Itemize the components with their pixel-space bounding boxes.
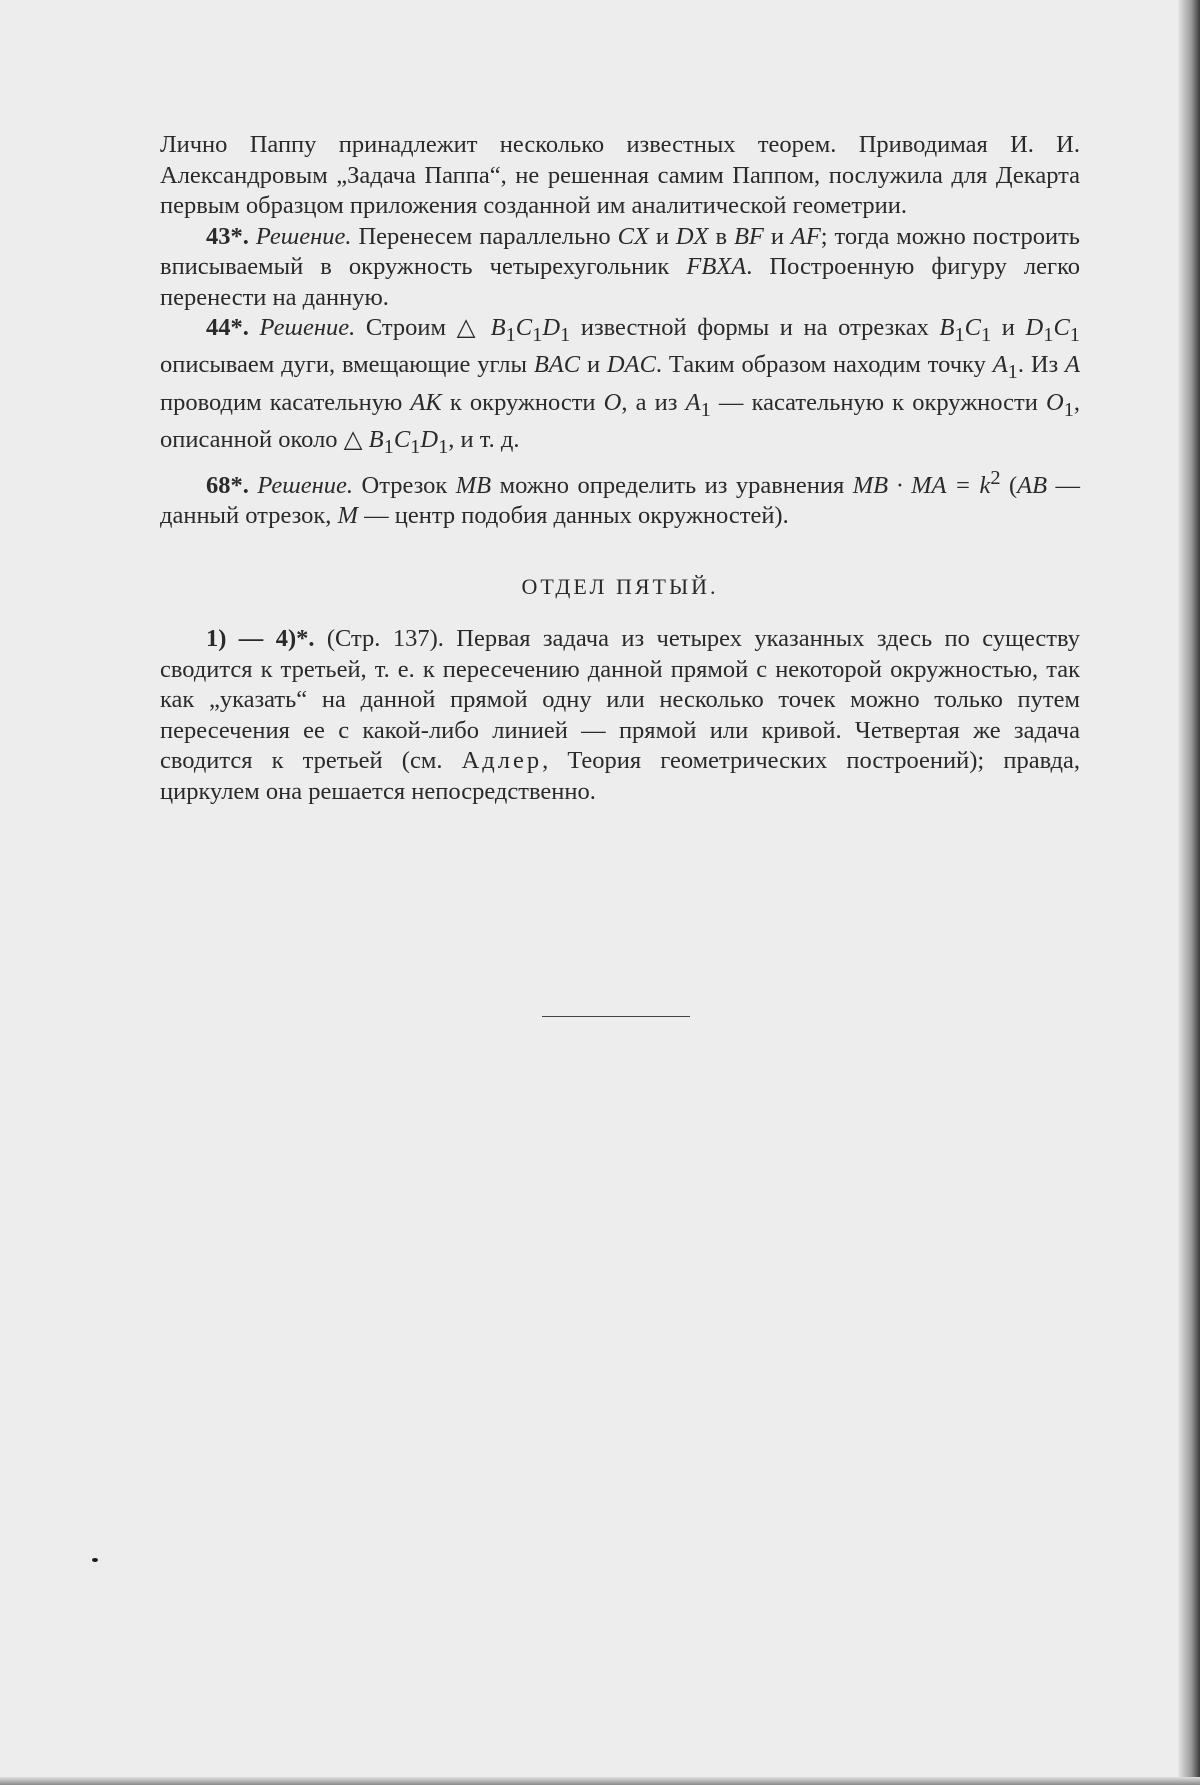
subscript: 1: [954, 323, 965, 346]
subscript: 1: [1063, 398, 1074, 421]
text-run: — данный отрезок,: [160, 471, 1081, 530]
math-expr: C: [393, 426, 411, 454]
text-run: — касательную к окружности: [710, 388, 1046, 416]
subscript: 1: [438, 436, 449, 459]
math-expr: BAC: [533, 351, 581, 379]
text-run: (: [1000, 471, 1018, 499]
text-run: . Построенную фигуру легко перенести на данную.: [160, 253, 1080, 311]
text-run: описываем дуги, вмещающие углы: [160, 351, 534, 379]
math-expr: O: [603, 388, 622, 416]
note-number: 43*.: [206, 222, 249, 250]
math-expr: AB: [1017, 471, 1048, 499]
subscript: 1: [1069, 323, 1080, 346]
text-run: , Теория геометрических построений); правда, циркулем она решается непосредственно.: [160, 747, 1080, 805]
math-expr: DAC: [606, 351, 656, 379]
text-run: к окружности: [441, 388, 604, 416]
page-bottom-edge: [0, 1777, 1200, 1785]
text-run: Строим △: [355, 314, 491, 341]
page-text: [160, 130, 1080, 807]
subscript: 1: [1043, 323, 1054, 346]
math-expr: A: [992, 351, 1008, 379]
solution-label: Решение.: [259, 314, 356, 341]
text-run: и: [991, 314, 1026, 341]
subscript: 1: [1007, 361, 1018, 384]
math-expr: BF: [733, 222, 764, 250]
math-expr: DX: [675, 222, 709, 250]
math-expr: MB: [455, 471, 492, 499]
math-expr: B: [490, 314, 506, 341]
math-expr: MB · MA = k: [852, 471, 991, 499]
subscript: 1: [383, 436, 394, 459]
math-expr: O: [1045, 388, 1064, 416]
solution-label: Решение.: [255, 222, 352, 250]
note-1-4-paragraph: [160, 624, 1080, 807]
subscript: 1: [532, 323, 543, 346]
text-run: и: [763, 222, 791, 250]
text-run: проводим касательную: [160, 388, 411, 416]
math-expr: M: [337, 502, 358, 530]
subscript: 1: [505, 323, 516, 346]
intro-text: Лично Паппу принадлежит несколько известных теорем. Приводимая И. И. Александровым „Задача Паппа“, не решенная самим Паппом, послужила для Декарта первым образцом приложения созданной им аналитической геометрии.: [160, 131, 1080, 219]
math-expr: AF: [790, 222, 821, 250]
subscript: 1: [700, 398, 711, 421]
end-rule: [542, 1016, 690, 1017]
author-name: Адлер: [461, 747, 543, 775]
math-expr: D: [1025, 314, 1044, 341]
note-44-paragraph: [160, 313, 1080, 463]
text-run: можно определить из уравнения: [491, 471, 853, 499]
math-expr: C: [515, 314, 533, 341]
note-68-paragraph: [160, 463, 1080, 532]
text-run: , и т. д.: [448, 426, 520, 454]
text-run: известной формы и на отрезках: [570, 314, 940, 341]
text-run: и: [580, 351, 607, 379]
subscript: 1: [980, 323, 992, 346]
math-expr: B: [939, 314, 955, 341]
note-number: 1) — 4)*.: [206, 625, 315, 653]
text-run: , а из: [621, 388, 686, 416]
note-number: 68*.: [206, 471, 249, 499]
text-run: , описанной около △: [160, 388, 1081, 454]
text-run: в: [708, 222, 734, 250]
note-number: 44*.: [206, 314, 249, 341]
math-expr: D: [542, 314, 561, 341]
math-expr: CX: [617, 222, 649, 250]
math-expr: C: [964, 314, 981, 341]
math-expr: A: [685, 388, 701, 416]
ink-speck: [92, 1558, 98, 1562]
intro-paragraph: [160, 130, 1080, 222]
note-43-paragraph: [160, 222, 1080, 314]
subscript: 1: [560, 323, 571, 346]
math-expr: B: [368, 426, 384, 454]
math-expr: A: [1065, 351, 1080, 379]
text-run: Отрезок: [353, 471, 456, 499]
text-run: — центр подобия данных окружностей).: [357, 502, 789, 530]
subscript: 1: [410, 436, 421, 459]
solution-label: Решение.: [257, 471, 354, 499]
text-run: . Таким образом находим точку: [655, 351, 993, 379]
text-run: Перенесем параллельно: [351, 222, 618, 250]
math-expr: FBXA: [686, 253, 747, 280]
text-run: . Из: [1017, 351, 1066, 379]
math-expr: AK: [410, 388, 442, 416]
math-expr: D: [420, 426, 439, 454]
math-expr: C: [1053, 314, 1070, 341]
section-heading: ОТДЕЛ ПЯТЫЙ.: [521, 573, 719, 599]
text-run: ; тогда можно построить вписываемый в окружность четырехугольник: [160, 222, 1080, 280]
superscript: 2: [990, 466, 1001, 489]
page-edge-shadow: [1178, 0, 1200, 1785]
text-run: (Стр. 137). Первая задача из четырех указанных здесь по существу сводится к третьей, т. е. к пересечению данной прямой с некоторой окружностью, так как „указать“ на данной прямой одну или несколько точек можно только путем пересечения ее с какой-либо линией — прямой или кривой. Четвертая же задача сводится к третьей (см.: [160, 625, 1080, 775]
text-run: и: [648, 222, 676, 250]
